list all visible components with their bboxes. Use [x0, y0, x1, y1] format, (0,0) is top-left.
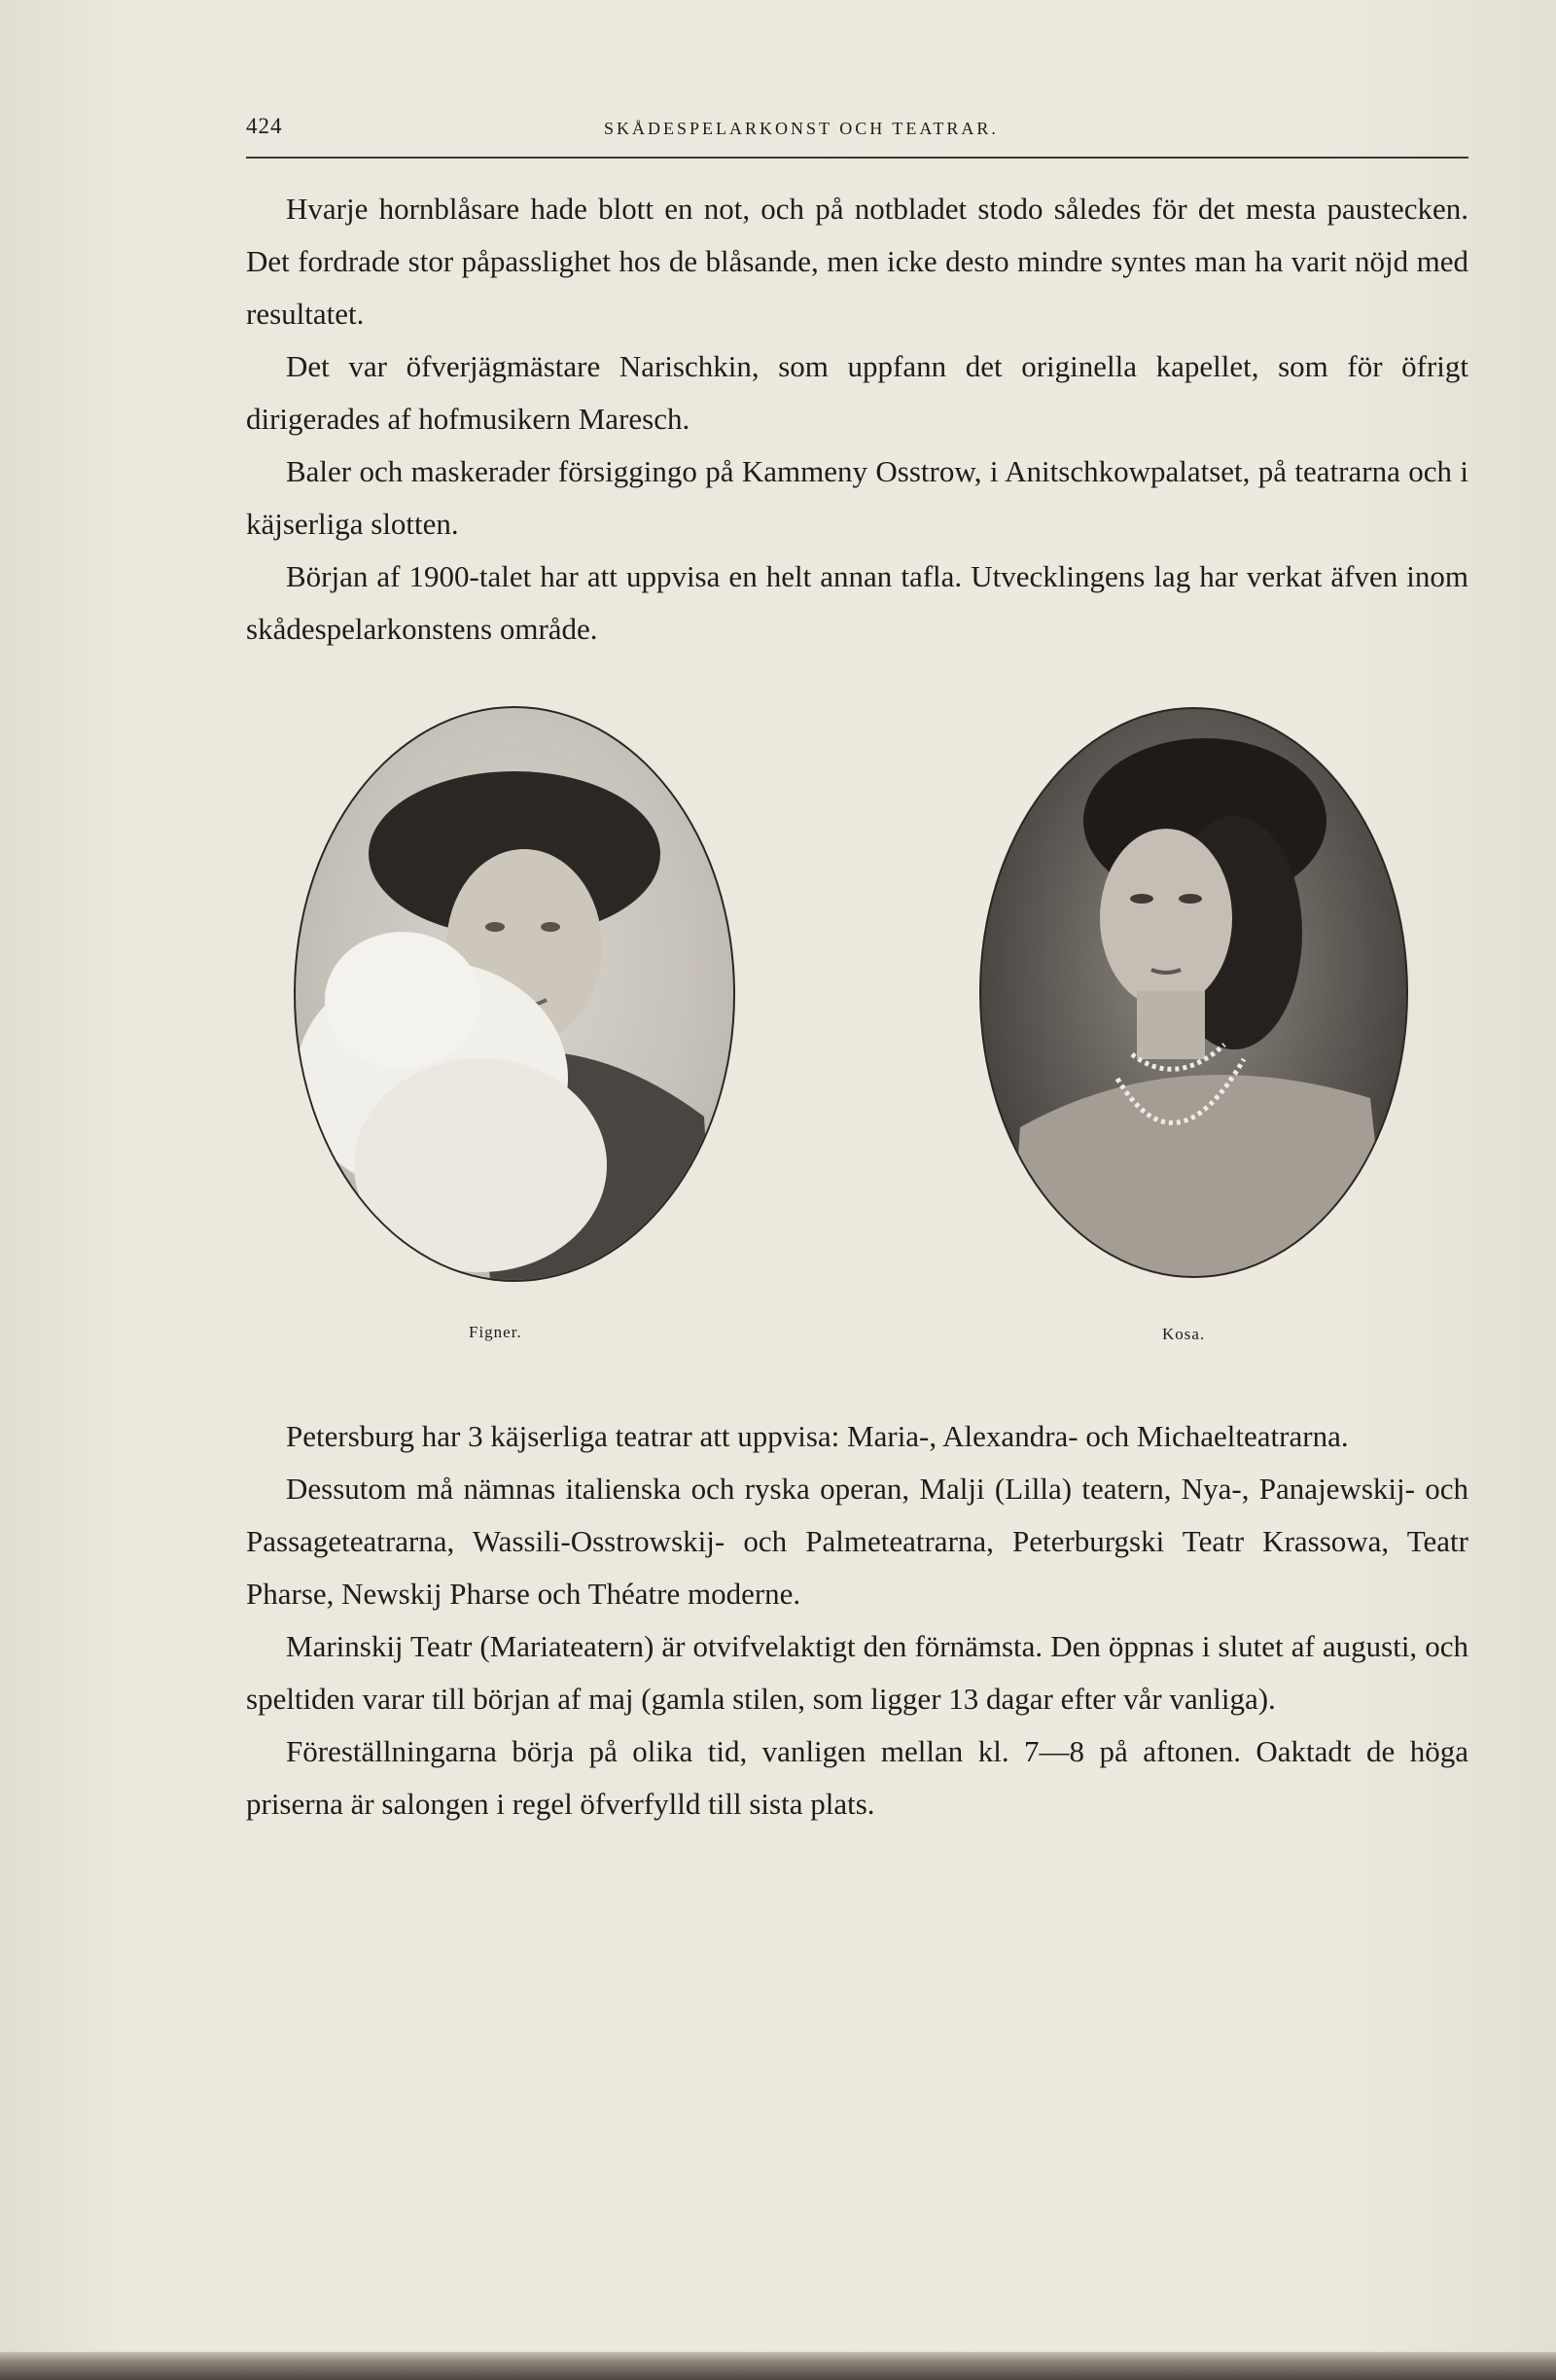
running-head: SKÅDESPELARKONST OCH TEATRAR. — [604, 119, 999, 138]
paragraph: Dessutom må nämnas italienska och ryska operan, Malji (Lilla) teatern, Nya-, Panajewskij- och Passageteatrarna, Wassili-Osstrowskij- och Palmeteatrarna, Peterburgski Teatr Krassowa, Teatr Pharse, Newskij Pharse och Théatre moderne. — [246, 1472, 1468, 1611]
caption-kosa: Kosa. — [1162, 1325, 1206, 1343]
paragraph: Marinskij Teatr (Mariateatern) är otvifvelaktigt den förnämsta. Den öppnas i slutet af augusti, och speltiden varar till början af maj (gamla stilen, som ligger 13 dagar efter vår vanliga). — [246, 1629, 1468, 1716]
body-text-bottom — [246, 1410, 1468, 1830]
header-rule — [246, 157, 1468, 159]
caption-figner: Figner. — [469, 1323, 522, 1341]
body-text-top — [246, 183, 1468, 656]
portrait-kosa-photo — [979, 707, 1408, 1278]
paragraph: Det var öfverjägmästare Narischkin, som uppfann det originella kapellet, som för öfrigt dirigerades af hofmusikern Maresch. — [246, 349, 1468, 436]
paragraph: Hvarje hornblåsare hade blott en not, och på notbladet stodo således för det mesta paustecken. Det fordrade stor påpasslighet hos de blåsande, men icke desto mindre syntes man ha varit nöjd med resultatet. — [246, 192, 1468, 331]
page-bottom-edge — [0, 2352, 1556, 2380]
paragraph: Baler och maskerader försiggingo på Kammeny Osstrow, i Anitschkowpalatset, på teatrarna och i käjserliga slotten. — [246, 454, 1468, 541]
paragraph: Föreställningarna börja på olika tid, vanligen mellan kl. 7—8 på aftonen. Oaktadt de höga priserna är salongen i regel öfverfylld till sista plats. — [246, 1734, 1468, 1821]
page-number: 424 — [246, 114, 283, 138]
page-header — [246, 114, 1468, 149]
portrait-figner-photo — [294, 706, 735, 1282]
paragraph: Petersburg har 3 käjserliga teatrar att uppvisa: Maria-, Alexandra- och Michaelteatrarna. — [286, 1419, 1349, 1453]
paragraph: Början af 1900-talet har att uppvisa en helt annan tafla. Utvecklingens lag har verkat äfven inom skådespelarkonstens område. — [246, 559, 1468, 646]
